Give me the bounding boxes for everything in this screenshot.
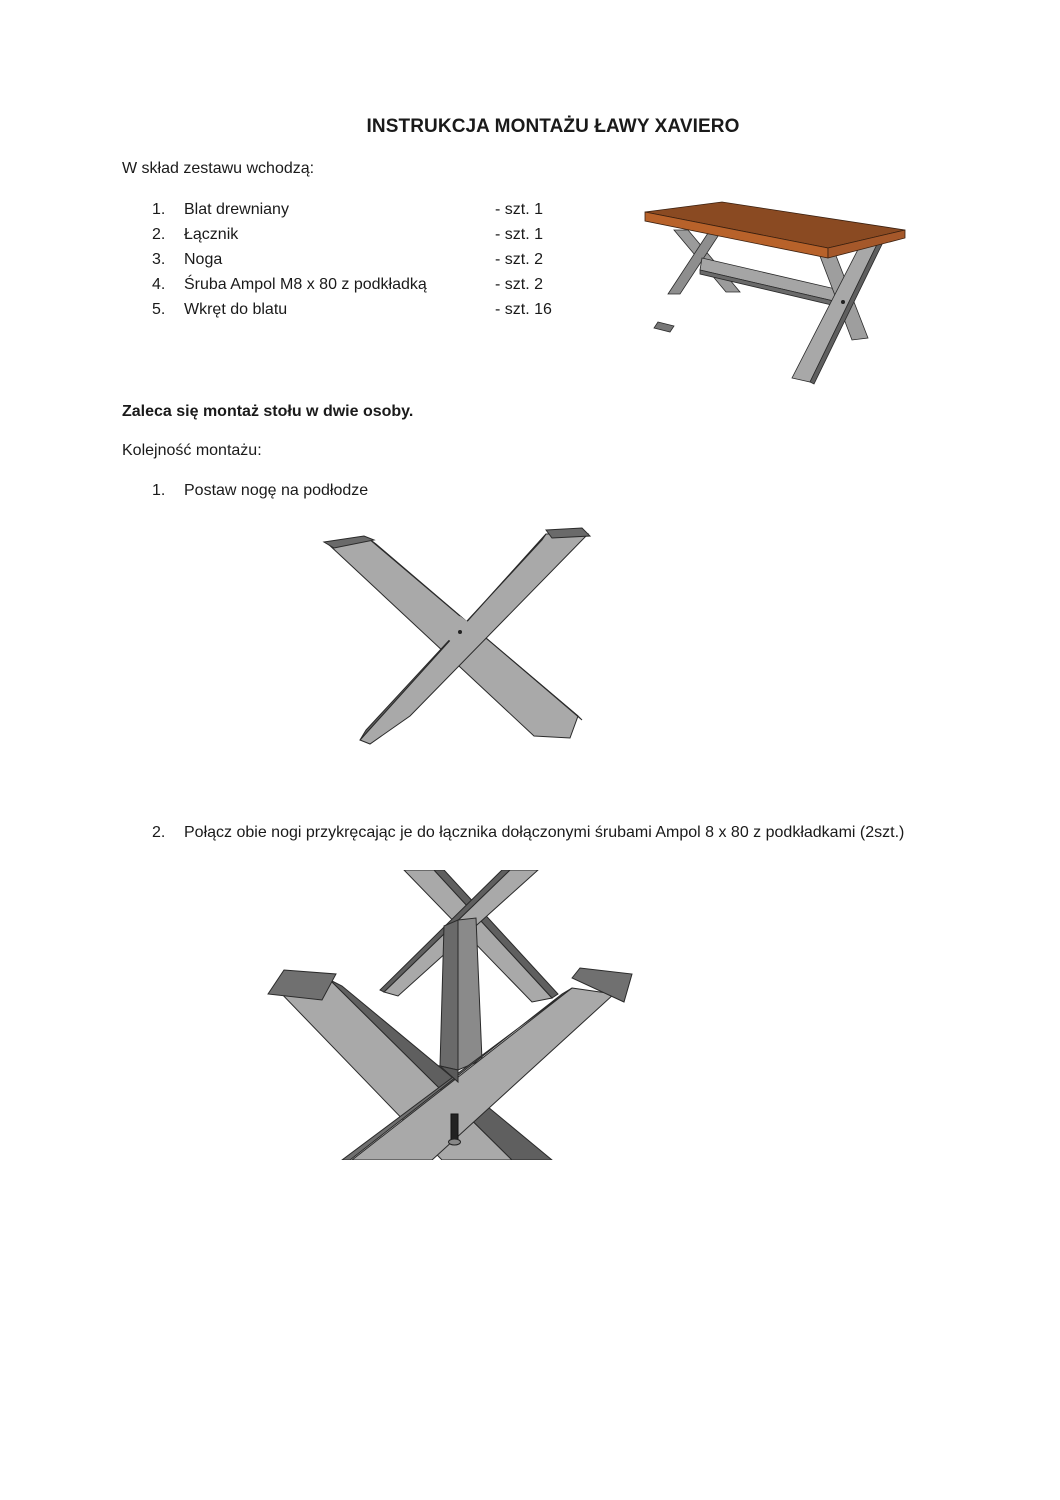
part-quantity: - szt. 16 <box>495 301 552 318</box>
table-legs <box>654 230 888 384</box>
part-number: 1. <box>152 201 166 218</box>
bolt-hole <box>841 300 845 304</box>
part-number: 5. <box>152 301 166 318</box>
table-illustration <box>630 190 920 390</box>
part-name: Łącznik <box>184 226 239 243</box>
recommendation-note: Zaleca się montaż stołu w dwie osoby. <box>122 403 414 420</box>
part-name: Wkręt do blatu <box>184 301 288 318</box>
part-number: 2. <box>152 226 166 243</box>
part-name: Śruba Ampol M8 x 80 z podkładką <box>184 276 427 293</box>
step-number: 1. <box>152 482 166 499</box>
kit-intro: W skład zestawu wchodzą: <box>122 160 315 177</box>
part-number: 4. <box>152 276 166 293</box>
part-name: Noga <box>184 251 223 268</box>
step-text: Postaw nogę na podłodze <box>184 482 369 499</box>
bolt-hole <box>458 630 462 634</box>
assembly-step <box>152 482 368 500</box>
part-quantity: - szt. 2 <box>495 251 544 268</box>
step-number: 2. <box>152 824 166 841</box>
part-quantity: - szt. 2 <box>495 276 544 293</box>
part-quantity: - szt. 1 <box>495 226 544 243</box>
part-quantity: - szt. 1 <box>495 201 544 218</box>
document-title: INSTRUKCJA MONTAŻU ŁAWY XAVIERO <box>366 116 740 137</box>
part-name: Blat drewniany <box>184 201 289 218</box>
part-number: 3. <box>152 251 166 268</box>
x-leg-illustration <box>320 520 600 750</box>
assembly-step <box>152 824 904 842</box>
step-text: Połącz obie nogi przykręcając je do łącznika dołączonymi śrubami Ampol 8 x 80 z podkładkami (2szt.) <box>184 824 905 841</box>
assembly-order-heading: Kolejność montażu: <box>122 442 262 459</box>
legs-connector-illustration <box>262 870 642 1160</box>
